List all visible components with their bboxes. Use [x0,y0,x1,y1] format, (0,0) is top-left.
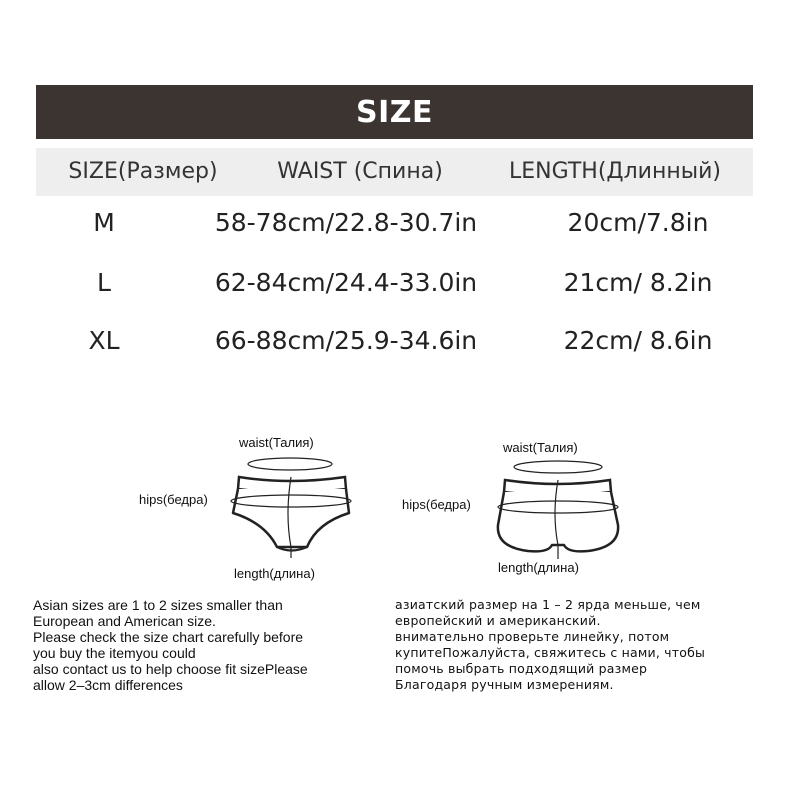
brief-underwear-icon [225,455,365,560]
waist-label: waist(Талия) [503,440,578,455]
note-line: азиатский размер на 1 – 2 ярда меньше, чем [395,597,701,612]
english-size-note [33,597,308,693]
length-cell: 22cm/ 8.6in [563,326,713,355]
note-line: you buy the itemyou could [33,645,196,661]
waist-label: waist(Талия) [239,435,314,450]
boxer-brief-underwear-icon [488,455,628,563]
size-cell: XL [88,326,120,355]
note-line: Please check the size chart carefully before [33,629,304,645]
table-header-row [36,148,753,196]
note-line: помочь выбрать подходящий размер [395,661,648,676]
length-cell: 20cm/7.8in [567,208,709,237]
size-cell: L [97,268,111,297]
waist-cell: 66-88cm/25.9-34.6in [214,326,478,355]
length-label: length(длина) [498,560,579,575]
table-row [36,260,753,310]
note-line: allow 2–3cm differences [33,677,183,693]
header-size: SIZE(Размер) [68,159,218,184]
note-line: Благодаря ручным измерениям. [395,677,614,692]
note-line: also contact us to help choose fit sizePlease [33,661,308,677]
length-label: length(длина) [234,566,315,581]
table-row [36,200,753,250]
russian-size-note [395,597,705,693]
header-length: LENGTH(Длинный) [508,159,722,184]
hips-label: hips(бедра) [402,497,471,512]
hips-label: hips(бедра) [139,492,208,507]
note-line: Asian sizes are 1 to 2 sizes smaller than [33,597,283,613]
waist-cell: 58-78cm/22.8-30.7in [214,208,478,237]
note-line: внимательно проверьте линейку, потом [395,629,670,644]
length-cell: 21cm/ 8.2in [563,268,713,297]
header-waist: WAIST (Спина) [277,159,443,184]
note-line: European and American size. [33,613,216,629]
note-line: купитеПожалуйста, свяжитесь с нами, чтобы [395,645,706,660]
size-chart-title: SIZE [36,85,753,139]
table-row [36,318,753,368]
size-cell: M [93,208,115,237]
waist-cell: 62-84cm/24.4-33.0in [214,268,478,297]
note-line: европейский и американский. [395,613,601,628]
